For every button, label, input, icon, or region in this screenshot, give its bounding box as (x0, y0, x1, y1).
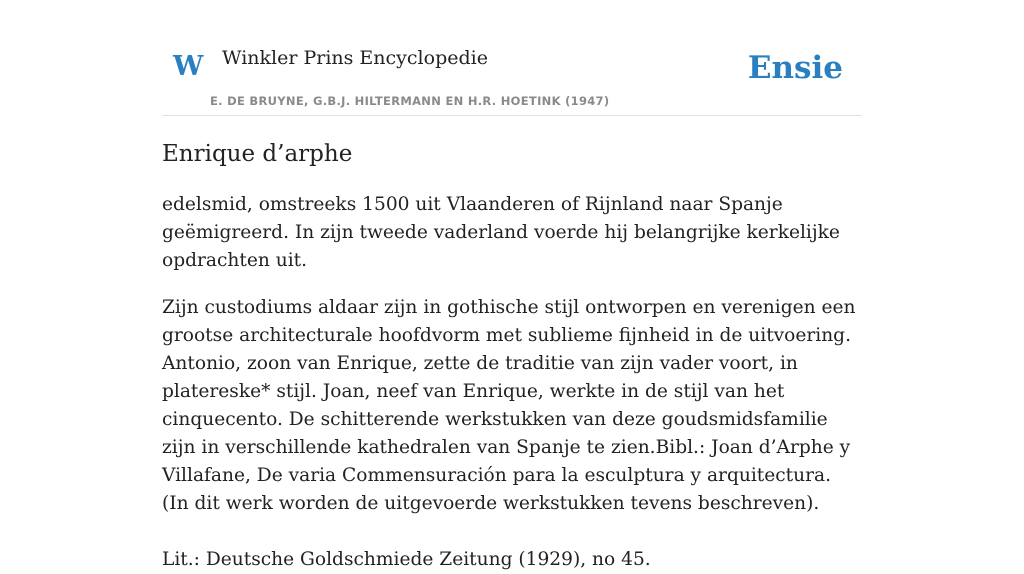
article-title: Enrique d’arphe (162, 141, 353, 167)
article-paragraph: edelsmid, omstreeks 1500 uit Vlaanderen of Rijnland naar Spanje geëmigreerd. In zijn tweede vaderland voerde hij belangrijke kerkelijke opdrachten uit. (162, 194, 840, 271)
winkler-prins-logo[interactable]: W (173, 51, 204, 82)
article-literature: Lit.: Deutsche Goldschmiede Zeitung (1929), no 45. (162, 549, 651, 570)
source-authors: E. DE BRUYNE, G.B.J. HILTERMANN EN H.R. HOETINK (1947) (210, 94, 610, 108)
source-title[interactable]: Winkler Prins Encyclopedie (222, 47, 488, 69)
article-body (162, 138, 862, 574)
ensie-logo[interactable]: Ensie (747, 50, 843, 86)
article-paragraph: Zijn custodiums aldaar zijn in gothische stijl ontworpen en verenigen een grootse architecturale hoofdvorm met sublieme fijnheid in de uitvoering. Antonio, zoon van Enrique, zette de traditie van zijn vader voort, in platereske* stijl. Joan, neef van Enrique, werkte in de stijl van het cinquecento. De schitterende werkstukken van deze goudsmidsfamilie zijn in verschillende kathedralen van Spanje te zien.Bibl.: Joan d’Arphe y Villafane, De varia Commensuración para la esculptura y arquitectura. (In dit werk worden de uitgevoerde werkstukken tevens beschreven). (162, 297, 856, 514)
site-header (162, 40, 862, 116)
